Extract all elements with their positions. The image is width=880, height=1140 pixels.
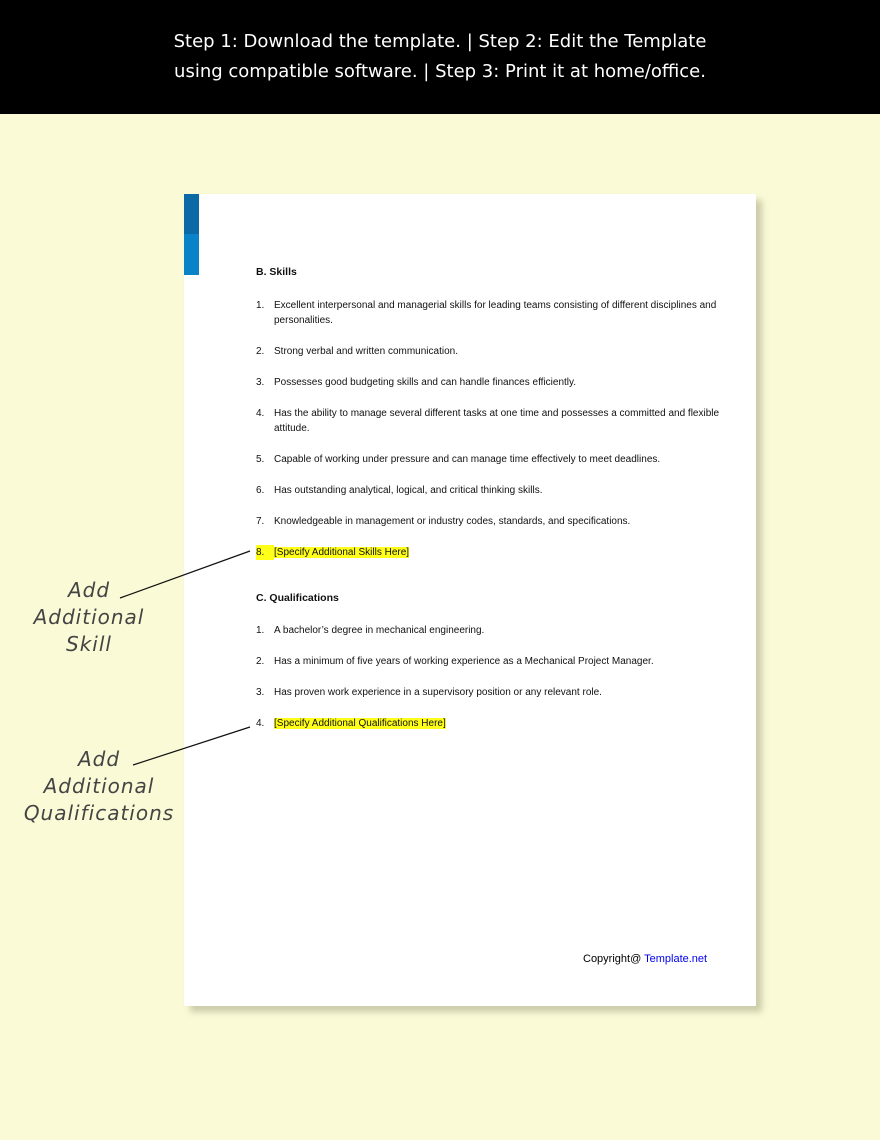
skill-item: 7. Knowledgeable in management or industry codes, standards, and specifications. [256, 516, 631, 527]
annotation-add-skill: Add Additional Skill [33, 578, 145, 656]
skill-placeholder-text[interactable]: [Specify Additional Skills Here] [274, 547, 410, 558]
qualification-placeholder-text[interactable]: [Specify Additional Qualifications Here] [274, 718, 446, 729]
skill-item: 4. Has the ability to manage several different tasks at one time and possesses a committed and flexible attitude. [256, 408, 720, 434]
qualification-item: 3. Has proven work experience in a supervisory position or any relevant role. [256, 687, 602, 698]
skill-item: 5. Capable of working under pressure and can manage time effectively to meet deadlines. [256, 454, 661, 465]
qualification-item: 2. Has a minimum of five years of working experience as a Mechanical Project Manager. [256, 656, 654, 667]
banner-line-2: using compatible software. | Step 3: Print it at home/office. [174, 61, 706, 82]
annotation-add-qualifications: Add Additional Qualifications [23, 747, 175, 825]
banner-line-1: Step 1: Download the template. | Step 2: Edit the Template [173, 31, 707, 52]
qualification-item-placeholder[interactable]: 4. [Specify Additional Qualifications Here] [256, 718, 446, 729]
skill-item: 6. Has outstanding analytical, logical, and critical thinking skills. [256, 485, 543, 496]
copyright-prefix: Copyright@ [583, 953, 645, 965]
skill-item: 2. Strong verbal and written communication. [256, 346, 458, 357]
qualifications-heading: C. Qualifications [256, 592, 339, 604]
skill-item: 1. Excellent interpersonal and managerial skills for leading teams consisting of different disciplines and personalities. [256, 300, 717, 326]
skill-item: 3. Possesses good budgeting skills and can handle finances efficiently. [256, 377, 577, 388]
template-net-link[interactable]: Template.net [644, 953, 708, 965]
qualification-item: 1. A bachelor’s degree in mechanical engineering. [256, 625, 485, 636]
skills-heading: B. Skills [256, 266, 297, 278]
skill-item-placeholder[interactable]: 8. [Specify Additional Skills Here] [256, 547, 410, 558]
